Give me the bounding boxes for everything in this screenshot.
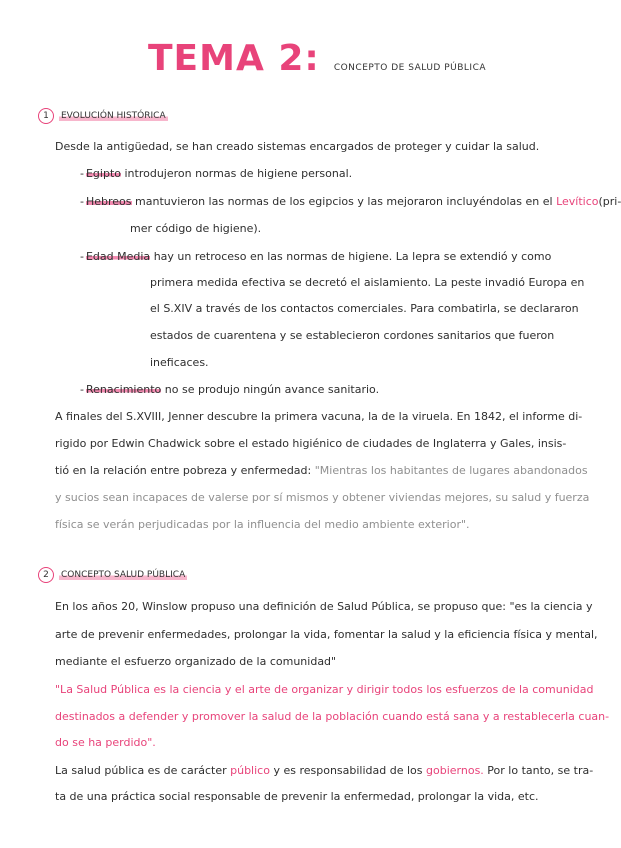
section-2-heading — [38, 567, 187, 583]
hebreos-text-1b: (pri- — [598, 195, 621, 208]
section-1-number: 1 — [38, 108, 54, 124]
renacimiento-item: - Renacimiento no se produjo ningún avance sanitario. — [80, 383, 380, 396]
page-subtitle: CONCEPTO DE SALUD PÚBLICA — [333, 63, 487, 73]
section-1-heading — [38, 108, 168, 124]
paragraph-2-line-3a: tió en la relación entre pobreza y enfermedad: — [55, 464, 312, 477]
public-health-text-b: y es responsabilidad de los — [273, 764, 423, 777]
section-1-title: EVOLUCIÓN HISTÓRICA — [61, 111, 166, 121]
egipto-text: introdujeron normas de higiene personal. — [124, 167, 353, 180]
definition-quote-line-2: destinados a defender y promover la salud de la población cuando está sana y a restablecerla cuan- — [55, 710, 610, 723]
hebreos-item: - Hebreos mantuvieron las normas de los egipcios y las mejoraron incluyéndolas en el Levítico(pri- — [80, 195, 621, 208]
edad-media-line-2: primera medida efectiva se decretó el aislamiento. La peste invadió Europa en — [150, 276, 585, 289]
definition-quote-line-1: "La Salud Pública es la ciencia y el arte de organizar y dirigir todos los esfuerzos de la comunidad — [55, 683, 594, 696]
public-health-text-c: Por lo tanto, se tra- — [487, 764, 594, 777]
chadwick-quote-line-2: y sucios sean incapaces de valerse por sí mismos y obtener viviendas mejores, su salud y fuerza — [55, 491, 590, 504]
renacimiento-term: Renacimiento — [85, 383, 162, 396]
definition-quote-line-3: do se ha perdido". — [55, 736, 156, 749]
edad-media-term: Edad Media — [85, 250, 151, 263]
edad-media-line-1: hay un retroceso en las normas de higiene. La lepra se extendió y como — [153, 250, 552, 263]
hebreos-term: Hebreos — [85, 195, 132, 208]
gobiernos-term: gobiernos. — [426, 764, 484, 777]
egipto-item: - Egipto introdujeron normas de higiene personal. — [80, 167, 353, 180]
levitico-term: Levítico — [556, 195, 599, 208]
section-2-title: CONCEPTO SALUD PÚBLICA — [61, 570, 186, 580]
paragraph-2-line-1: A finales del S.XVIII, Jenner descubre la primera vacuna, la de la viruela. En 1842, el informe di- — [55, 410, 583, 423]
egipto-term: Egipto — [85, 167, 121, 180]
paragraph-2-line-2: rigido por Edwin Chadwick sobre el estado higiénico de ciudades de Inglaterra y Gales, insis- — [55, 437, 567, 450]
public-health-text-a: La salud pública es de carácter — [55, 764, 227, 777]
section-2-number: 2 — [38, 567, 54, 583]
winslow-line-3: mediante el esfuerzo organizado de la comunidad" — [55, 655, 337, 668]
edad-media-line-4: estados de cuarentena y se establecieron cordones sanitarios que fueron — [150, 329, 555, 342]
hebreos-text-2: mer código de higiene). — [130, 222, 262, 235]
publico-term: público — [230, 764, 270, 777]
title-row — [148, 38, 486, 79]
public-health-line-2: ta de una práctica social responsable de prevenir la enfermedad, prolongar la vida, etc. — [55, 790, 539, 803]
public-health-line-1 — [55, 764, 593, 778]
winslow-line-2: arte de prevenir enfermedades, prolongar la vida, fomentar la salud y la eficiencia física y mental, — [55, 628, 598, 641]
section-1-intro: Desde la antigüedad, se han creado sistemas encargados de proteger y cuidar la salud. — [55, 140, 540, 153]
edad-media-item: - Edad Media hay un retroceso en las normas de higiene. La lepra se extendió y como — [80, 250, 552, 263]
winslow-line-1: En los años 20, Winslow propuso una definición de Salud Pública, se propuso que: "es la ciencia y — [55, 600, 593, 613]
edad-media-line-5: ineficaces. — [150, 356, 209, 369]
paragraph-2-line-3 — [55, 464, 588, 478]
chadwick-quote-start: "Mientras los habitantes de lugares abandonados — [314, 464, 588, 477]
renacimiento-text: no se produjo ningún avance sanitario. — [164, 383, 380, 396]
chadwick-quote-line-3: física se verán perjudicadas por la influencia del medio ambiente exterior". — [55, 518, 470, 531]
edad-media-line-3: el S.XIV a través de los contactos comerciales. Para combatirla, se declararon — [150, 302, 579, 315]
hebreos-text-1: mantuvieron las normas de los egipcios y las mejoraron incluyéndolas en el — [135, 195, 553, 208]
page-title: TEMA 2: — [148, 38, 320, 79]
